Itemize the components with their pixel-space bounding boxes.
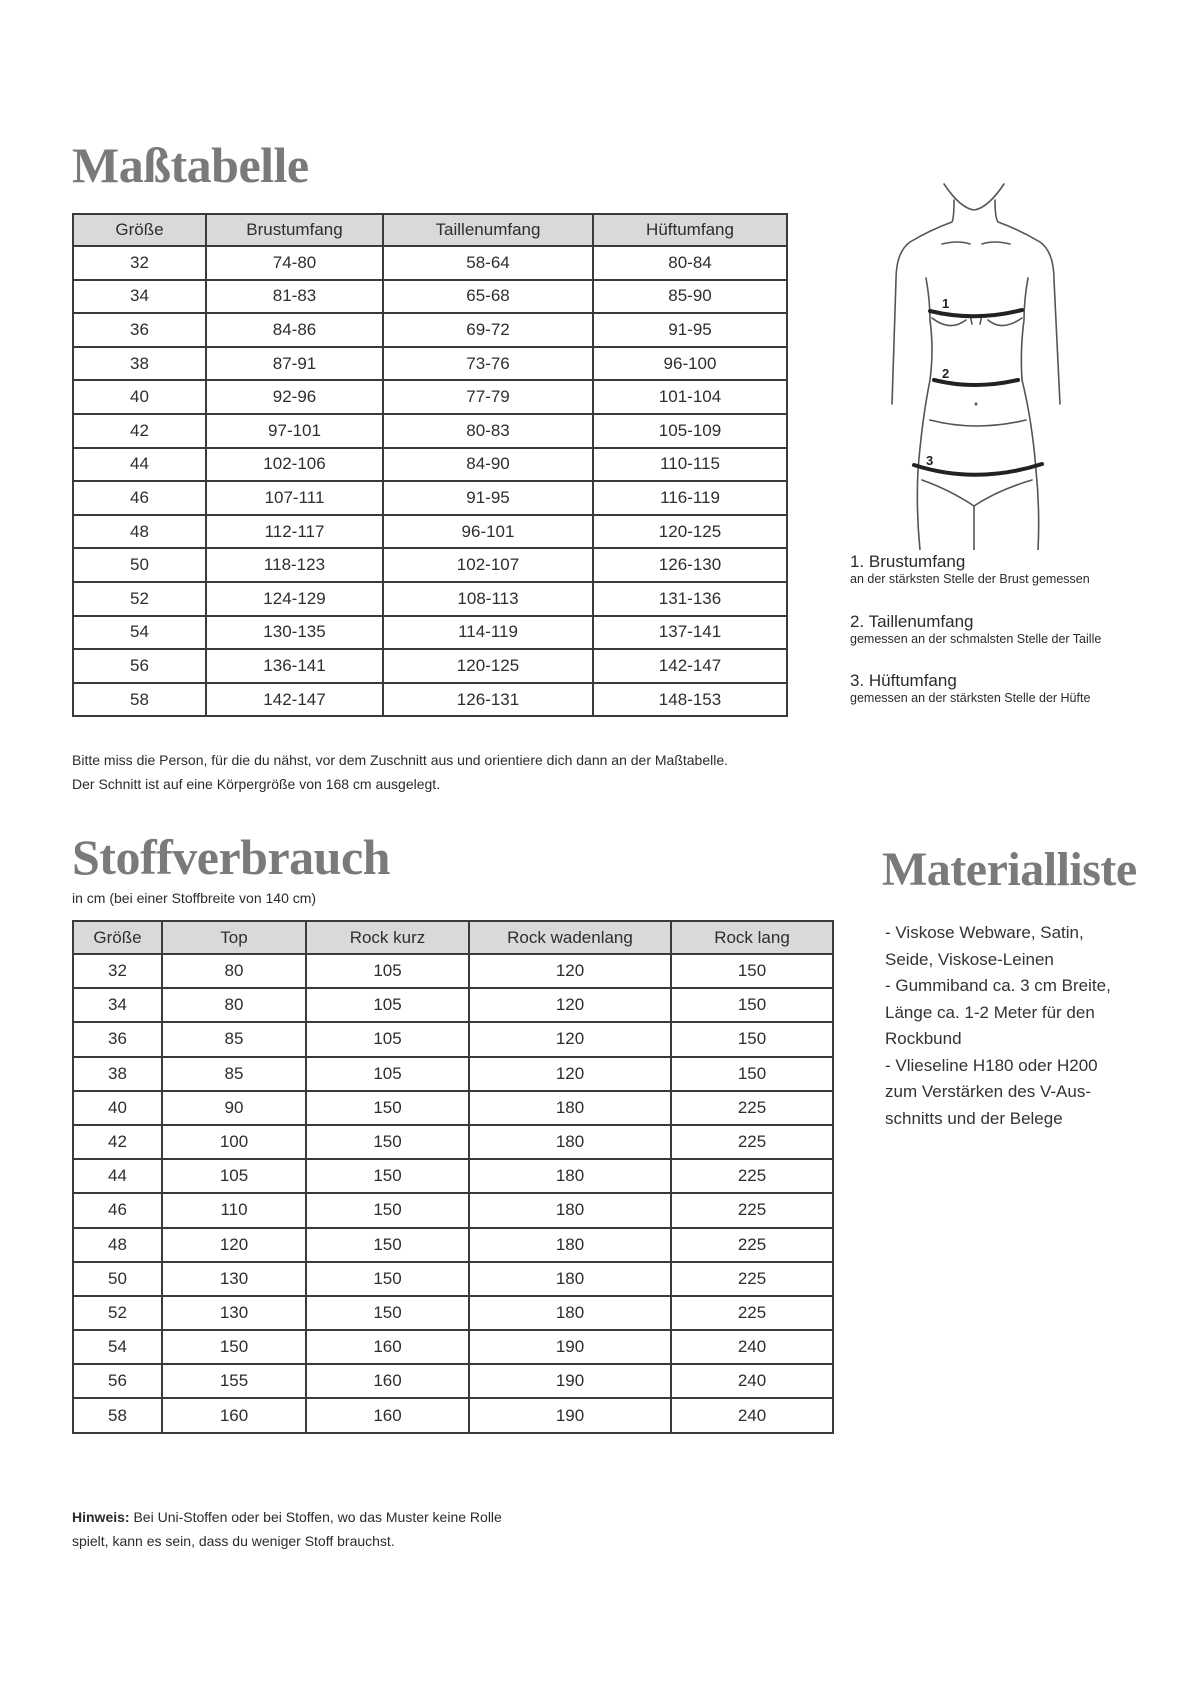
table-row bbox=[73, 1398, 833, 1432]
materials-line: zum Verstärken des V-Aus- bbox=[885, 1082, 1091, 1101]
table-cell: 114-119 bbox=[383, 616, 593, 650]
table-cell: 225 bbox=[671, 1296, 833, 1330]
table-cell: 150 bbox=[671, 1022, 833, 1056]
fabric-title: Stoffverbrauch bbox=[72, 829, 390, 885]
table-row bbox=[73, 313, 787, 347]
materials-title: Materialliste bbox=[882, 843, 1137, 896]
table-cell: 74-80 bbox=[206, 246, 383, 280]
table-cell: 105 bbox=[162, 1159, 306, 1193]
table-cell: 160 bbox=[306, 1364, 469, 1398]
table-cell: 105 bbox=[306, 988, 469, 1022]
header-size: Größe bbox=[73, 921, 162, 954]
table-cell: 120 bbox=[469, 988, 671, 1022]
table-cell: 225 bbox=[671, 1159, 833, 1193]
table-cell: 116-119 bbox=[593, 481, 787, 515]
table-cell: 160 bbox=[162, 1398, 306, 1432]
legend-waist bbox=[850, 612, 1101, 647]
table-row bbox=[73, 954, 833, 988]
table-cell: 73-76 bbox=[383, 347, 593, 381]
header-top: Top bbox=[162, 921, 306, 954]
table-cell: 46 bbox=[73, 481, 206, 515]
table-cell: 54 bbox=[73, 1330, 162, 1364]
legend-bust bbox=[850, 552, 1090, 587]
table-cell: 150 bbox=[306, 1193, 469, 1227]
table-cell: 107-111 bbox=[206, 481, 383, 515]
table-row bbox=[73, 380, 787, 414]
header-hip: Hüftumfang bbox=[593, 214, 787, 246]
table-cell: 240 bbox=[671, 1364, 833, 1398]
table-cell: 100 bbox=[162, 1125, 306, 1159]
table-cell: 38 bbox=[73, 1057, 162, 1091]
table-row bbox=[73, 1228, 833, 1262]
materials-line: - Vlieseline H180 oder H200 bbox=[885, 1055, 1098, 1075]
header-waist: Taillenumfang bbox=[383, 214, 593, 246]
hint-text-1: Bei Uni-Stoffen oder bei Stoffen, wo das Muster keine Rolle bbox=[129, 1509, 502, 1525]
table-cell: 105 bbox=[306, 1057, 469, 1091]
table-cell: 46 bbox=[73, 1193, 162, 1227]
table-row bbox=[73, 683, 787, 717]
table-cell: 48 bbox=[73, 1228, 162, 1262]
table-cell: 130 bbox=[162, 1262, 306, 1296]
legend-bust-desc: an der stärksten Stelle der Brust gemessen bbox=[850, 572, 1090, 586]
table-cell: 91-95 bbox=[593, 313, 787, 347]
table-cell: 102-107 bbox=[383, 548, 593, 582]
legend-bust-title: 1. Brustumfang bbox=[850, 552, 966, 571]
table-cell: 80-84 bbox=[593, 246, 787, 280]
table-row bbox=[73, 1296, 833, 1330]
table-cell: 150 bbox=[306, 1228, 469, 1262]
table-cell: 90 bbox=[162, 1091, 306, 1125]
table-cell: 38 bbox=[73, 347, 206, 381]
table-cell: 40 bbox=[73, 1091, 162, 1125]
table-cell: 225 bbox=[671, 1262, 833, 1296]
header-skirt-midi: Rock wadenlang bbox=[469, 921, 671, 954]
table-cell: 40 bbox=[73, 380, 206, 414]
table-cell: 130 bbox=[162, 1296, 306, 1330]
table-cell: 80 bbox=[162, 988, 306, 1022]
table-cell: 225 bbox=[671, 1125, 833, 1159]
table-row bbox=[73, 1364, 833, 1398]
table-cell: 137-141 bbox=[593, 616, 787, 650]
size-chart-table bbox=[72, 213, 788, 717]
table-cell: 36 bbox=[73, 1022, 162, 1056]
table-cell: 150 bbox=[306, 1262, 469, 1296]
table-cell: 101-104 bbox=[593, 380, 787, 414]
table-cell: 52 bbox=[73, 1296, 162, 1330]
table-row bbox=[73, 448, 787, 482]
table-cell: 180 bbox=[469, 1193, 671, 1227]
table-cell: 96-101 bbox=[383, 515, 593, 549]
table-cell: 150 bbox=[306, 1296, 469, 1330]
table-cell: 80 bbox=[162, 954, 306, 988]
legend-waist-desc: gemessen an der schmalsten Stelle der Taille bbox=[850, 632, 1102, 646]
table-cell: 150 bbox=[306, 1125, 469, 1159]
table-cell: 124-129 bbox=[206, 582, 383, 616]
table-cell: 81-83 bbox=[206, 280, 383, 314]
table-row bbox=[73, 1159, 833, 1193]
table-row bbox=[73, 1057, 833, 1091]
table-row bbox=[73, 548, 787, 582]
table-cell: 131-136 bbox=[593, 582, 787, 616]
table-cell: 56 bbox=[73, 649, 206, 683]
table-cell: 160 bbox=[306, 1330, 469, 1364]
table-cell: 180 bbox=[469, 1262, 671, 1296]
table-cell: 120 bbox=[162, 1228, 306, 1262]
table-cell: 180 bbox=[469, 1296, 671, 1330]
table-cell: 142-147 bbox=[206, 683, 383, 717]
marker-3: 3 bbox=[926, 453, 934, 468]
table-row bbox=[73, 649, 787, 683]
table-row bbox=[73, 280, 787, 314]
header-skirt-short: Rock kurz bbox=[306, 921, 469, 954]
table-cell: 85 bbox=[162, 1057, 306, 1091]
table-cell: 240 bbox=[671, 1330, 833, 1364]
header-size: Größe bbox=[73, 214, 206, 246]
table-row bbox=[73, 988, 833, 1022]
table-cell: 80-83 bbox=[383, 414, 593, 448]
table-cell: 48 bbox=[73, 515, 206, 549]
table-cell: 190 bbox=[469, 1364, 671, 1398]
materials-line: Rockbund bbox=[885, 1029, 962, 1048]
table-cell: 105-109 bbox=[593, 414, 787, 448]
table-cell: 32 bbox=[73, 246, 206, 280]
table-cell: 108-113 bbox=[383, 582, 593, 616]
legend-hip-desc: gemessen an der stärksten Stelle der Hüfte bbox=[850, 691, 1091, 705]
table-cell: 77-79 bbox=[383, 380, 593, 414]
table-cell: 120-125 bbox=[593, 515, 787, 549]
hint-label: Hinweis: bbox=[72, 1509, 130, 1525]
table-cell: 65-68 bbox=[383, 280, 593, 314]
table-cell: 180 bbox=[469, 1125, 671, 1159]
table-cell: 105 bbox=[306, 954, 469, 988]
materials-list bbox=[885, 920, 1165, 1132]
marker-2: 2 bbox=[942, 366, 950, 381]
table-cell: 225 bbox=[671, 1228, 833, 1262]
table-cell: 85-90 bbox=[593, 280, 787, 314]
table-cell: 85 bbox=[162, 1022, 306, 1056]
table-cell: 50 bbox=[73, 1262, 162, 1296]
table-cell: 118-123 bbox=[206, 548, 383, 582]
table-row bbox=[73, 1091, 833, 1125]
table-cell: 96-100 bbox=[593, 347, 787, 381]
table-row bbox=[73, 1125, 833, 1159]
marker-1: 1 bbox=[942, 296, 950, 311]
table-cell: 126-131 bbox=[383, 683, 593, 717]
hint-text-2: spielt, kann es sein, dass du weniger Stoff brauchst. bbox=[72, 1533, 395, 1549]
table-row bbox=[73, 582, 787, 616]
table-cell: 126-130 bbox=[593, 548, 787, 582]
table-cell: 190 bbox=[469, 1330, 671, 1364]
table-cell: 32 bbox=[73, 954, 162, 988]
table-cell: 97-101 bbox=[206, 414, 383, 448]
table-cell: 34 bbox=[73, 280, 206, 314]
table-row bbox=[73, 246, 787, 280]
table-row bbox=[73, 414, 787, 448]
header-skirt-long: Rock lang bbox=[671, 921, 833, 954]
legend-waist-title: 2. Taillenumfang bbox=[850, 612, 974, 631]
table-cell: 58-64 bbox=[383, 246, 593, 280]
table-cell: 44 bbox=[73, 1159, 162, 1193]
table-cell: 84-90 bbox=[383, 448, 593, 482]
table-row bbox=[73, 1193, 833, 1227]
table-cell: 136-141 bbox=[206, 649, 383, 683]
table-cell: 58 bbox=[73, 683, 206, 717]
table-cell: 142-147 bbox=[593, 649, 787, 683]
table-cell: 120 bbox=[469, 954, 671, 988]
table-cell: 84-86 bbox=[206, 313, 383, 347]
table-row bbox=[73, 481, 787, 515]
table-cell: 44 bbox=[73, 448, 206, 482]
table-cell: 50 bbox=[73, 548, 206, 582]
table-cell: 160 bbox=[306, 1398, 469, 1432]
materials-line: schnitts und der Belege bbox=[885, 1108, 1063, 1128]
table-cell: 112-117 bbox=[206, 515, 383, 549]
table-row bbox=[73, 1022, 833, 1056]
size-chart-header-row bbox=[73, 214, 787, 246]
table-cell: 54 bbox=[73, 616, 206, 650]
legend-hip-title: 3. Hüftumfang bbox=[850, 671, 957, 690]
table-row bbox=[73, 515, 787, 549]
table-cell: 190 bbox=[469, 1398, 671, 1432]
body-measurement-figure bbox=[870, 180, 1100, 550]
table-cell: 42 bbox=[73, 1125, 162, 1159]
fabric-header-row bbox=[73, 921, 833, 954]
table-cell: 150 bbox=[306, 1159, 469, 1193]
table-cell: 102-106 bbox=[206, 448, 383, 482]
size-chart-title: Maßtabelle bbox=[72, 137, 309, 193]
table-cell: 240 bbox=[671, 1398, 833, 1432]
table-cell: 52 bbox=[73, 582, 206, 616]
table-cell: 120-125 bbox=[383, 649, 593, 683]
fabric-subtitle: in cm (bei einer Stoffbreite von 140 cm) bbox=[72, 890, 317, 906]
table-cell: 92-96 bbox=[206, 380, 383, 414]
table-row bbox=[73, 1262, 833, 1296]
legend-hip bbox=[850, 671, 1090, 706]
measure-note-2: Der Schnitt ist auf eine Körpergröße von 168 cm ausgelegt. bbox=[72, 776, 441, 792]
table-cell: 180 bbox=[469, 1159, 671, 1193]
materials-line: - Viskose Webware, Satin, bbox=[885, 923, 1084, 942]
materials-line: Seide, Viskose-Leinen bbox=[885, 949, 1054, 969]
table-cell: 105 bbox=[306, 1022, 469, 1056]
table-cell: 87-91 bbox=[206, 347, 383, 381]
table-cell: 150 bbox=[671, 1057, 833, 1091]
table-cell: 120 bbox=[469, 1057, 671, 1091]
table-cell: 150 bbox=[671, 954, 833, 988]
materials-line: - Gummiband ca. 3 cm Breite, bbox=[885, 976, 1111, 995]
measure-note-1: Bitte miss die Person, für die du nähst, vor dem Zuschnitt aus und orientiere dich dann an der Maßtabelle. bbox=[72, 752, 729, 768]
table-cell: 180 bbox=[469, 1228, 671, 1262]
table-cell: 225 bbox=[671, 1193, 833, 1227]
table-cell: 42 bbox=[73, 414, 206, 448]
table-cell: 225 bbox=[671, 1091, 833, 1125]
table-cell: 180 bbox=[469, 1091, 671, 1125]
table-cell: 110 bbox=[162, 1193, 306, 1227]
table-cell: 130-135 bbox=[206, 616, 383, 650]
table-cell: 34 bbox=[73, 988, 162, 1022]
table-cell: 150 bbox=[671, 988, 833, 1022]
header-bust: Brustumfang bbox=[206, 214, 383, 246]
table-cell: 150 bbox=[306, 1091, 469, 1125]
materials-line: Länge ca. 1-2 Meter für den bbox=[885, 1002, 1095, 1022]
fabric-table bbox=[72, 920, 834, 1434]
table-row bbox=[73, 1330, 833, 1364]
table-cell: 69-72 bbox=[383, 313, 593, 347]
table-cell: 110-115 bbox=[593, 448, 787, 482]
table-cell: 56 bbox=[73, 1364, 162, 1398]
table-row bbox=[73, 347, 787, 381]
table-row bbox=[73, 616, 787, 650]
table-cell: 148-153 bbox=[593, 683, 787, 717]
table-cell: 58 bbox=[73, 1398, 162, 1432]
fabric-hint bbox=[72, 1505, 502, 1553]
table-cell: 155 bbox=[162, 1364, 306, 1398]
table-cell: 36 bbox=[73, 313, 206, 347]
table-cell: 150 bbox=[162, 1330, 306, 1364]
table-cell: 91-95 bbox=[383, 481, 593, 515]
table-cell: 120 bbox=[469, 1022, 671, 1056]
